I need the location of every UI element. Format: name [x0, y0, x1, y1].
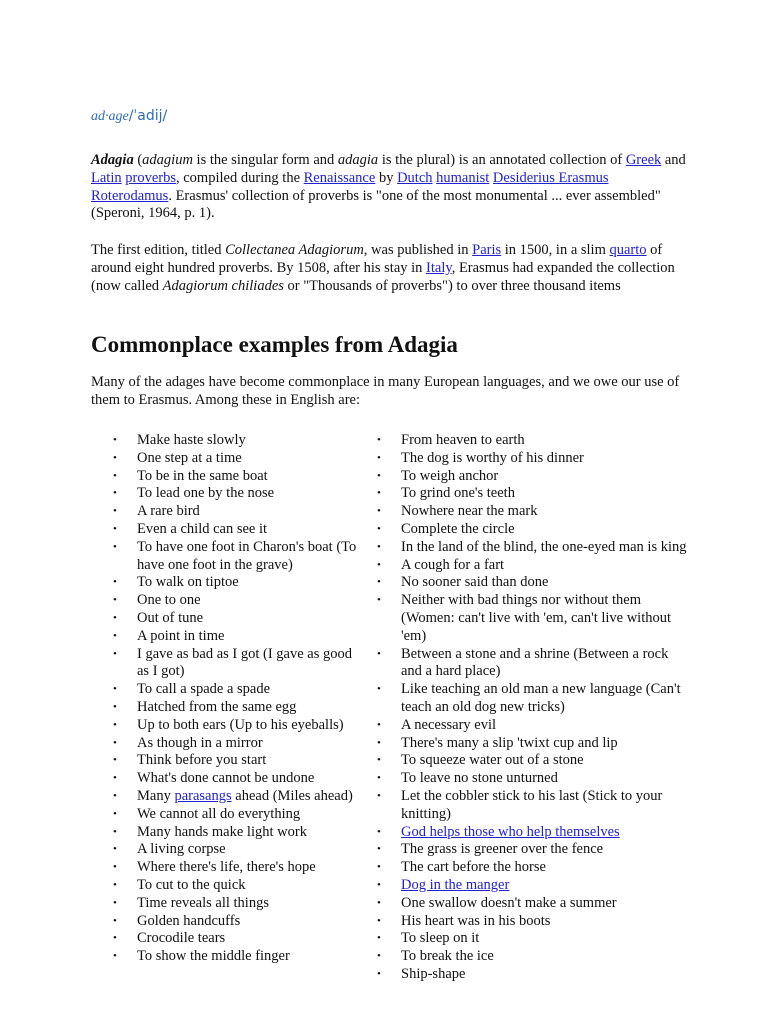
text-run: To grind one's teeth [401, 485, 515, 502]
text-run: Up to both ears (Up to his eyeballs) [137, 716, 344, 733]
text-run: Between a stone and a shrine (Between a rock and a hard place) [401, 645, 669, 680]
adages-list-right [377, 432, 691, 984]
text-run: To show the middle finger [137, 948, 290, 965]
bold-italic-term: Adagia [91, 152, 134, 168]
text-run: A rare bird [137, 503, 200, 520]
bullet-icon: • [113, 576, 117, 589]
text-run: What's done cannot be undone [137, 770, 315, 787]
list-item [113, 930, 359, 948]
text-run: Complete the circle [401, 520, 515, 537]
list-item [113, 698, 359, 717]
text-run: , compiled during the [175, 169, 304, 186]
text-run: Nowhere near the mark [401, 503, 538, 520]
text-run: or "Thousands of proverbs") to over three thousand items [283, 277, 621, 294]
text-run: The cart before the horse [401, 859, 546, 876]
list-item [113, 538, 359, 575]
text-run: Even a child can see it [137, 520, 268, 537]
list-item [113, 894, 359, 913]
bullet-icon: • [113, 896, 117, 909]
list-item [113, 734, 359, 753]
list-item [377, 574, 691, 592]
list-item [113, 574, 359, 592]
text-run: Neither with bad things nor without them (Women: can't live with 'em, can't live without 'em) [401, 592, 672, 644]
list-item [377, 787, 691, 824]
list-item [377, 520, 691, 539]
text-run: Golden handcuffs [137, 912, 241, 929]
text-run: To have one foot in Charon's boat (To have one foot in the grave) [137, 538, 357, 573]
text-run: To leave no stone unturned [401, 770, 558, 787]
list-item [377, 681, 691, 717]
text-run: Hatched from the same egg [137, 698, 297, 715]
wiki-link[interactable]: parasangs [174, 787, 232, 804]
text-run: Where there's life, there's hope [137, 859, 316, 876]
text-run: Many hands make light work [137, 823, 307, 840]
bullet-icon: • [113, 540, 117, 553]
text-run: A point in time [137, 627, 225, 644]
text-run: A necessary evil [401, 716, 497, 733]
text-run: Time reveals all things [137, 894, 269, 911]
bullet-icon: • [377, 718, 381, 731]
bullet-icon: • [113, 700, 117, 713]
bullet-icon: • [113, 789, 117, 802]
text-run: We cannot all do everything [137, 805, 301, 822]
list-item [113, 805, 359, 824]
text-run: I gave as bad as I got (I gave as good as I got) [137, 645, 353, 680]
text-run: A living corpse [137, 841, 226, 858]
bullet-icon: • [377, 932, 381, 945]
list-item [377, 734, 691, 753]
bullet-icon: • [113, 594, 117, 607]
intro-paragraph-2 [91, 242, 687, 295]
text-run: is the plural) is an annotated collection of [378, 152, 626, 168]
bullet-icon: • [113, 843, 117, 856]
text-run: Many [137, 787, 175, 804]
bullet-icon: • [113, 861, 117, 874]
list-item [113, 645, 359, 682]
list-item [113, 467, 359, 486]
list-item [113, 520, 359, 539]
bullet-icon: • [113, 807, 117, 820]
italic-term: Adagiorum chiliades [162, 277, 284, 294]
list-item [377, 716, 691, 735]
list-item [377, 449, 691, 468]
bullet-icon: • [113, 611, 117, 624]
text-run: To walk on tiptoe [137, 574, 239, 591]
text-run: To call a spade a spade [137, 681, 271, 698]
list-item [377, 859, 691, 877]
bullet-icon: • [113, 718, 117, 731]
intro-paragraph-1 [91, 152, 687, 223]
bullet-icon: • [377, 434, 381, 446]
bullet-icon: • [377, 736, 381, 749]
list-item [113, 948, 359, 966]
wiki-link[interactable]: Paris [472, 242, 502, 258]
list-item [377, 912, 691, 931]
bullet-icon: • [113, 932, 117, 945]
adages-list-left [113, 432, 359, 966]
list-item [113, 716, 359, 735]
list-item [113, 752, 359, 770]
list-item [113, 859, 359, 877]
wiki-link[interactable]: Latin [91, 169, 122, 186]
text-run: The grass is greener over the fence [401, 841, 604, 858]
wiki-link[interactable]: Dutch [397, 169, 433, 186]
wiki-link[interactable]: humanist [436, 169, 490, 186]
list-item [113, 503, 359, 521]
bullet-icon: • [377, 647, 381, 660]
bullet-icon: • [377, 914, 381, 927]
headword: ad·age [91, 109, 129, 124]
bullet-icon: • [377, 576, 381, 589]
text-run: , was published in [363, 242, 473, 258]
list-item [113, 592, 359, 610]
list-item [113, 876, 359, 895]
bullet-icon: • [113, 505, 117, 518]
bullet-icon: • [377, 451, 381, 464]
list-item [377, 930, 691, 948]
list-item [377, 752, 691, 770]
bullet-icon: • [113, 469, 117, 482]
list-item [377, 556, 691, 575]
bullet-icon: • [113, 878, 117, 891]
bullet-icon: • [113, 451, 117, 464]
list-item [377, 770, 691, 788]
bullet-icon: • [377, 522, 381, 535]
text-run: To weigh anchor [401, 467, 499, 484]
list-item [377, 432, 691, 450]
pronunciation [91, 108, 167, 125]
bullet-icon: • [377, 505, 381, 518]
text-run: Ship-shape [401, 965, 466, 982]
list-item [377, 538, 691, 557]
list-item [377, 485, 691, 503]
text-run: Make haste slowly [137, 432, 246, 448]
bullet-icon: • [113, 683, 117, 696]
list-item [113, 485, 359, 503]
section-intro-paragraph: Many of the adages have become commonplace in many European languages, and we owe our use of them to Erasmus. Among these in English are: [91, 374, 680, 408]
bullet-icon: • [377, 594, 381, 607]
bullet-icon: • [113, 754, 117, 767]
bullet-icon: • [113, 736, 117, 749]
text-run: A cough for a fart [401, 556, 505, 573]
list-item [377, 965, 691, 984]
text-run: One step at a time [137, 449, 242, 466]
bullet-icon: • [377, 772, 381, 785]
text-run: The dog is worthy of his dinner [401, 449, 584, 466]
list-item [113, 787, 359, 806]
list-item [377, 467, 691, 486]
bullet-icon: • [113, 825, 117, 838]
text-run: Let the cobbler stick to his last (Stick to your knitting) [401, 787, 663, 822]
italic-term: Collectanea Adagiorum [225, 242, 364, 258]
wiki-link[interactable]: Dog in the manger [401, 876, 510, 893]
list-item [113, 432, 359, 450]
text-run: One to one [137, 592, 201, 609]
bullet-icon: • [113, 522, 117, 535]
text-run: To lead one by the nose [137, 485, 275, 502]
text-run: To cut to the quick [137, 876, 246, 893]
italic-term: adagium [142, 152, 193, 168]
list-item [377, 645, 691, 682]
text-run: No sooner said than done [401, 574, 549, 591]
wiki-link[interactable]: quarto [609, 242, 647, 258]
italic-term: adagia [337, 152, 379, 168]
text-run: Think before you start [137, 752, 267, 769]
text-run: Out of tune [137, 609, 204, 626]
list-item [377, 894, 691, 913]
list-item [113, 609, 359, 628]
section-heading: Commonplace examples from Adagia [91, 332, 458, 357]
bullet-icon: • [377, 754, 381, 767]
text-run: The first edition, titled [91, 242, 226, 258]
list-item [113, 627, 359, 646]
text-run: in 1500, in a slim [501, 242, 610, 258]
bullet-icon: • [377, 861, 381, 874]
bullet-icon: • [377, 469, 381, 482]
bullet-icon: • [377, 878, 381, 891]
text-run: To be in the same boat [137, 467, 268, 484]
list-item [377, 876, 691, 895]
wiki-link[interactable]: God helps those who help themselves [401, 823, 620, 840]
wiki-link[interactable]: Greek [625, 152, 662, 168]
bullet-icon: • [113, 950, 117, 963]
list-item [113, 841, 359, 859]
text-run: is the singular form and [192, 152, 338, 168]
wiki-link[interactable]: Desiderius Erasmus Roterodamus [91, 169, 609, 204]
list-item [377, 503, 691, 521]
bullet-icon: • [377, 825, 381, 838]
list-item [113, 912, 359, 931]
list-item [377, 948, 691, 966]
text-run: by [375, 169, 398, 186]
list-item [377, 823, 691, 842]
list-item [377, 841, 691, 859]
text-run: One swallow doesn't make a summer [401, 894, 617, 911]
wiki-link[interactable]: Renaissance [303, 169, 376, 186]
bullet-icon: • [377, 967, 381, 980]
bullet-icon: • [113, 647, 117, 660]
text-run: To break the ice [401, 948, 494, 965]
wiki-link[interactable]: proverbs [125, 169, 176, 186]
bullet-icon: • [113, 914, 117, 927]
bullet-icon: • [113, 487, 117, 500]
text-run: His heart was in his boots [401, 912, 551, 929]
bullet-icon: • [377, 540, 381, 553]
bullet-icon: • [377, 487, 381, 500]
bullet-icon: • [377, 789, 381, 802]
bullet-icon: • [113, 434, 117, 446]
bullet-icon: • [377, 950, 381, 963]
bullet-icon: • [377, 683, 381, 696]
bullet-icon: • [377, 843, 381, 856]
bullet-icon: • [113, 772, 117, 785]
text-run: . Erasmus' collection of proverbs is "one of the most monumental ... ever assembled" (Speroni, 1964, p. 1). [91, 187, 661, 222]
text-run: To squeeze water out of a stone [401, 752, 584, 769]
text-run: As though in a mirror [137, 734, 263, 751]
text-run: ahead (Miles ahead) [231, 787, 353, 804]
text-run: , Erasmus had expanded the collection (now called [91, 259, 675, 294]
text-run: There's many a slip 'twixt cup and lip [401, 734, 618, 751]
bullet-icon: • [377, 896, 381, 909]
text-run: From heaven to earth [401, 432, 525, 448]
text-run: of around eight hundred proverbs. By 1508, after his stay in [91, 242, 663, 276]
text-run: Like teaching an old man a new language (Can't teach an old dog new tricks) [401, 681, 681, 715]
bullet-icon: • [377, 558, 381, 571]
list-item [377, 592, 691, 645]
list-item [113, 449, 359, 468]
text-run: ( [133, 152, 143, 168]
text-run: and [661, 152, 686, 168]
text-run: Crocodile tears [137, 930, 226, 947]
list-item [113, 770, 359, 788]
list-item [113, 681, 359, 699]
ipa-transcription: /ˈadij/ [128, 108, 168, 124]
list-item [113, 823, 359, 842]
wiki-link[interactable]: Italy [426, 259, 452, 276]
text-run: To sleep on it [401, 930, 480, 947]
bullet-icon: • [113, 629, 117, 642]
text-run: In the land of the blind, the one-eyed man is king [401, 538, 687, 555]
